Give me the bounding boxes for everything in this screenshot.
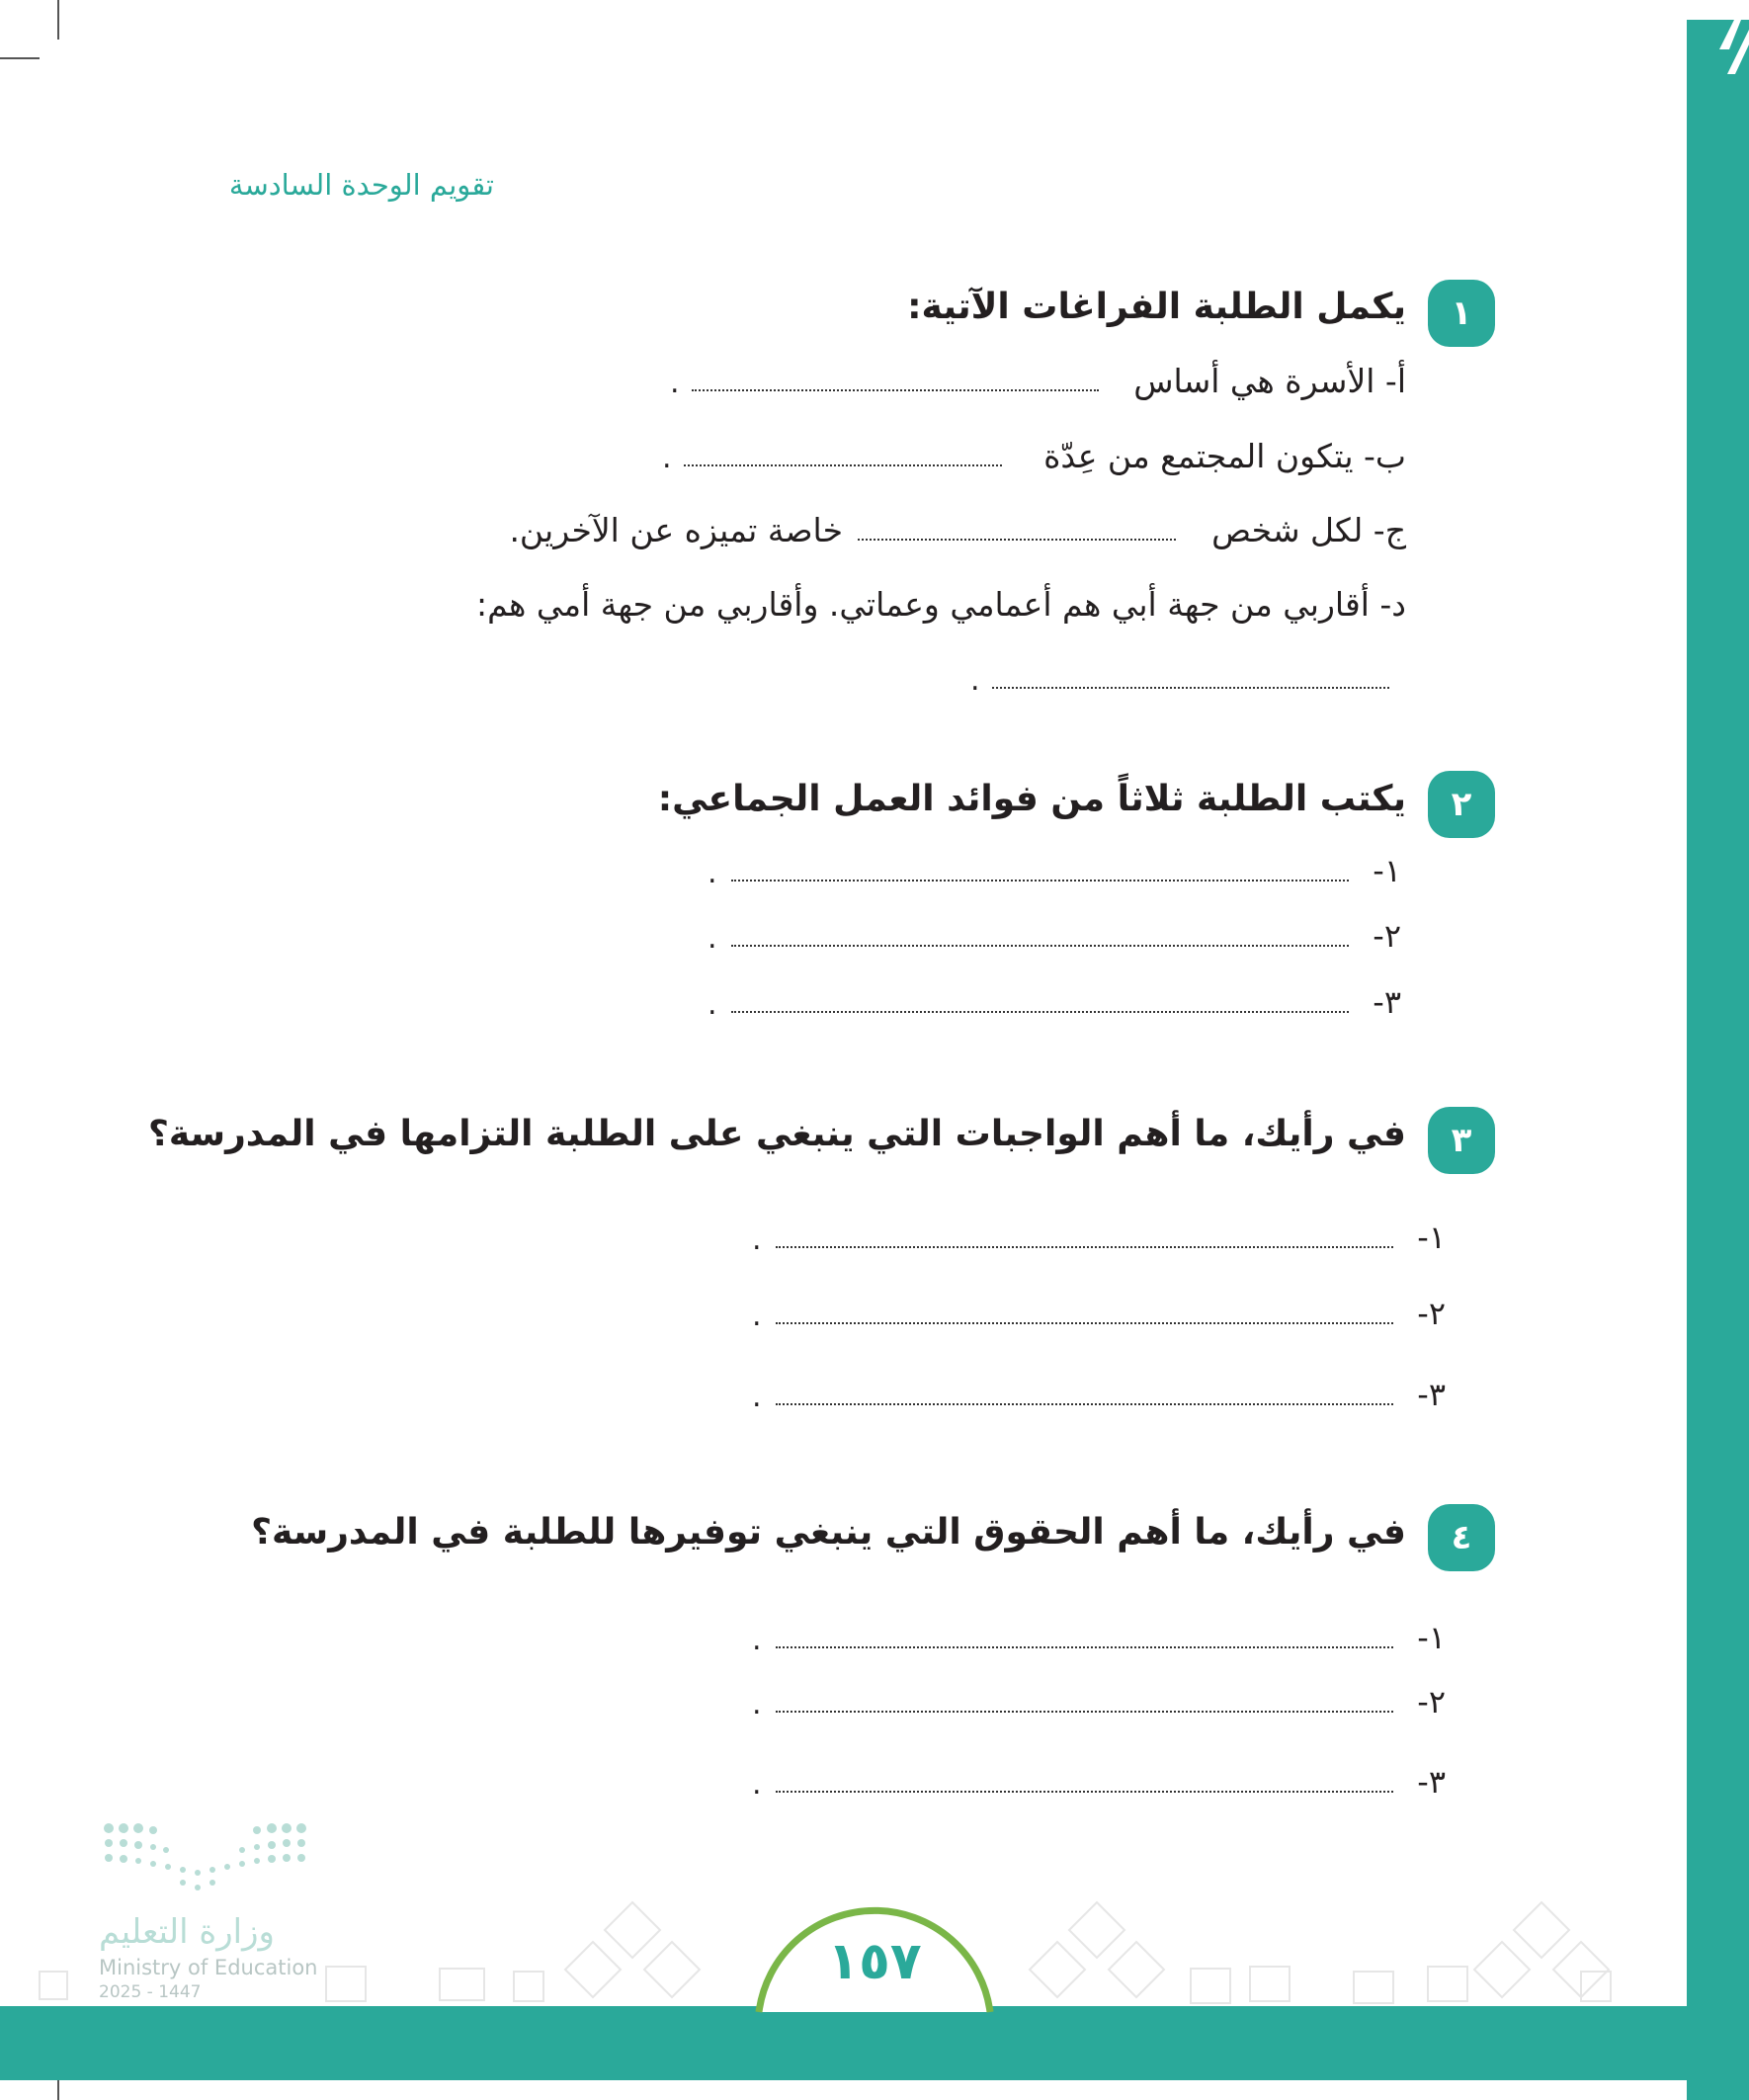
q4-item-2-blank[interactable] bbox=[776, 1711, 1393, 1713]
q4-item-3-period: . bbox=[752, 1767, 762, 1802]
q4-item-2-number: ٢- bbox=[1417, 1683, 1446, 1721]
q1-item-d-blank[interactable] bbox=[992, 687, 1389, 689]
question-1-badge: ١ bbox=[1428, 280, 1495, 347]
q4-item-1-number: ١- bbox=[1417, 1619, 1446, 1656]
q2-item-2-blank[interactable] bbox=[731, 945, 1349, 947]
crop-mark bbox=[0, 57, 40, 59]
page-corner-graphic bbox=[1680, 0, 1749, 138]
q3-item-2-number: ٢- bbox=[1417, 1295, 1446, 1332]
question-4-title: في رأيك، ما أهم الحقوق التي ينبغي توفيرها للطلبة في المدرسة؟ bbox=[251, 1512, 1406, 1553]
q3-item-1-period: . bbox=[752, 1222, 762, 1257]
q1-item-c-blank[interactable] bbox=[858, 539, 1176, 541]
q3-item-2-blank[interactable] bbox=[776, 1322, 1393, 1324]
question-3-title: في رأيك، ما أهم الواجبات التي ينبغي على الطلبة التزامها في المدرسة؟ bbox=[147, 1114, 1406, 1154]
ministry-year: 2025 - 1447 bbox=[99, 1982, 202, 2002]
q2-item-3-number: ٣- bbox=[1373, 983, 1401, 1021]
q4-item-3-blank[interactable] bbox=[776, 1791, 1393, 1793]
q4-item-3-number: ٣- bbox=[1417, 1763, 1446, 1801]
question-2-title: يكتب الطلبة ثلاثاً من فوائد العمل الجماعي: bbox=[657, 779, 1406, 819]
q1-item-b-text: ب- يتكون المجتمع من عِدّة bbox=[1043, 437, 1406, 475]
q1-item-a-blank[interactable] bbox=[692, 389, 1099, 391]
question-4-badge: ٤ bbox=[1428, 1504, 1495, 1571]
q1-item-a-period: . bbox=[670, 366, 680, 400]
q3-item-3-number: ٣- bbox=[1417, 1376, 1446, 1413]
page-number: ١٥٧ bbox=[827, 1932, 922, 1991]
question-3-badge: ٣ bbox=[1428, 1107, 1495, 1174]
q1-item-c-text: ج- لكل شخص bbox=[1211, 511, 1406, 549]
crop-mark bbox=[57, 0, 59, 40]
q1-item-d-text: د- أقاربي من جهة أبي هم أعمامي وعماتي. وأقاربي من جهة أمي هم: bbox=[475, 585, 1406, 624]
q1-item-d-period: . bbox=[970, 663, 980, 698]
q3-item-2-period: . bbox=[752, 1299, 762, 1333]
q3-item-3-blank[interactable] bbox=[776, 1403, 1393, 1405]
q2-item-1-period: . bbox=[708, 856, 717, 890]
q2-item-1-blank[interactable] bbox=[731, 880, 1349, 882]
ministry-name-arabic: وزارة التعليم bbox=[99, 1912, 275, 1952]
q2-item-2-period: . bbox=[708, 921, 717, 956]
q4-item-1-blank[interactable] bbox=[776, 1646, 1393, 1648]
q1-item-b-period: . bbox=[662, 441, 672, 475]
question-1-title: يكمل الطلبة الفراغات الآتية: bbox=[907, 287, 1406, 327]
q4-item-2-period: . bbox=[752, 1687, 762, 1722]
unit-review-title: تقويم الوحدة السادسة bbox=[228, 168, 494, 202]
q1-item-a-text: أ- الأسرة هي أساس bbox=[1133, 362, 1406, 400]
q4-item-1-period: . bbox=[752, 1623, 762, 1657]
q3-item-3-period: . bbox=[752, 1380, 762, 1414]
ministry-logo-icon bbox=[99, 1818, 316, 1907]
q2-item-3-blank[interactable] bbox=[731, 1011, 1349, 1013]
q1-item-c-suffix: خاصة تميزه عن الآخرين. bbox=[509, 511, 843, 549]
q3-item-1-number: ١- bbox=[1417, 1218, 1446, 1256]
q2-item-1-number: ١- bbox=[1373, 852, 1401, 889]
ministry-name-english: Ministry of Education bbox=[99, 1956, 318, 1979]
right-side-band bbox=[1687, 0, 1749, 2100]
bottom-band bbox=[0, 2006, 1690, 2080]
q2-item-2-number: ٢- bbox=[1373, 917, 1401, 955]
question-2-badge: ٢ bbox=[1428, 771, 1495, 838]
q2-item-3-period: . bbox=[708, 987, 717, 1022]
q3-item-1-blank[interactable] bbox=[776, 1246, 1393, 1248]
q1-item-b-blank[interactable] bbox=[684, 464, 1002, 466]
